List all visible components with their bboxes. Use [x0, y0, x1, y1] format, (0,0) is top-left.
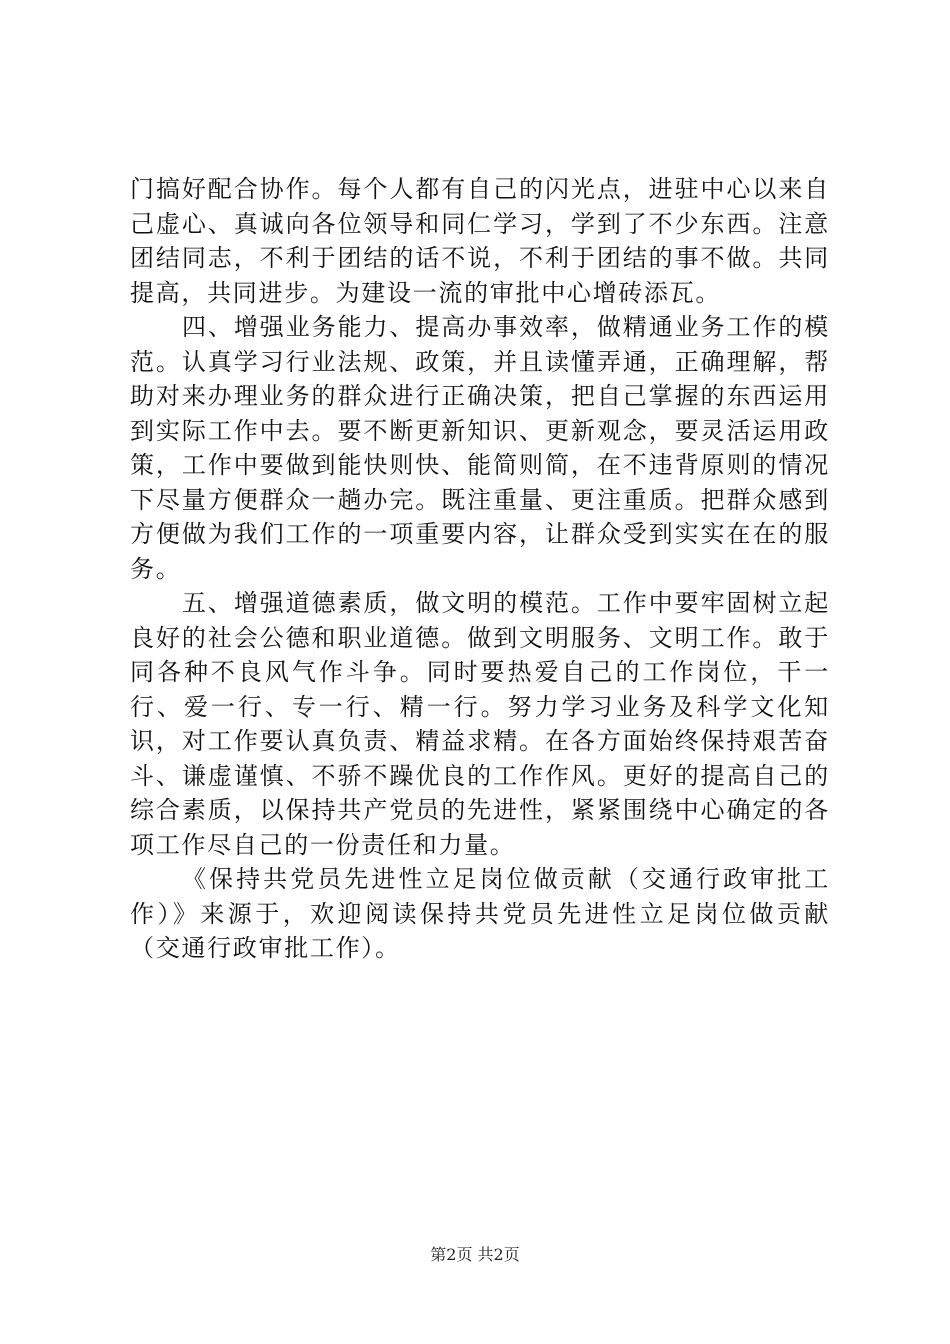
paragraph-continuation: 门搞好配合协作。每个人都有自己的闪光点，进驻中心以来自己虚心、真诚向各位领导和同仁学习，学到了不少东西。注意团结同志，不利于团结的话不说，不利于团结的事不做。共同提高，共同进步。为建设一流的审批中心增砖添瓦。 — [130, 175, 830, 307]
paragraph-source-note: 《保持共党员先进性立足岗位做贡献（交通行政审批工作）》来源于，欢迎阅读保持共党员先进性立足岗位做贡献（交通行政审批工作）。 — [130, 865, 830, 962]
paragraph-section-five: 五、增强道德素质，做文明的模范。工作中要牢固树立起良好的社会公德和职业道德。做到文明服务、文明工作。敢于同各种不良风气作斗争。同时要热爱自己的工作岗位，干一行、爱一行、专一行、精一行。努力学习业务及科学文化知识，对工作要认真负责、精益求精。在各方面始终保持艰苦奋斗、谦虚谨慎、不骄不躁优良的工作作风。更好的提高自己的综合素质，以保持共产党员的先进性，紧紧围绕中心确定的各项工作尽自己的一份责任和力量。 — [130, 589, 830, 859]
paragraph-section-four: 四、增强业务能力、提高办事效率，做精通业务工作的模范。认真学习行业法规、政策，并且读懂弄通，正确理解，帮助对来办理业务的群众进行正确决策，把自己掌握的东西运用到实际工作中去。要不断更新知识、更新观念，要灵活运用政策，工作中要做到能快则快、能简则简，在不违背原则的情况下尽量方便群众一趟办完。既注重量、更注重质。把群众感到方便做为我们工作的一项重要内容，让群众受到实实在在的服务。 — [130, 313, 830, 583]
document-body — [130, 172, 830, 966]
page-number-footer: 第2页 共2页 — [430, 1245, 520, 1264]
